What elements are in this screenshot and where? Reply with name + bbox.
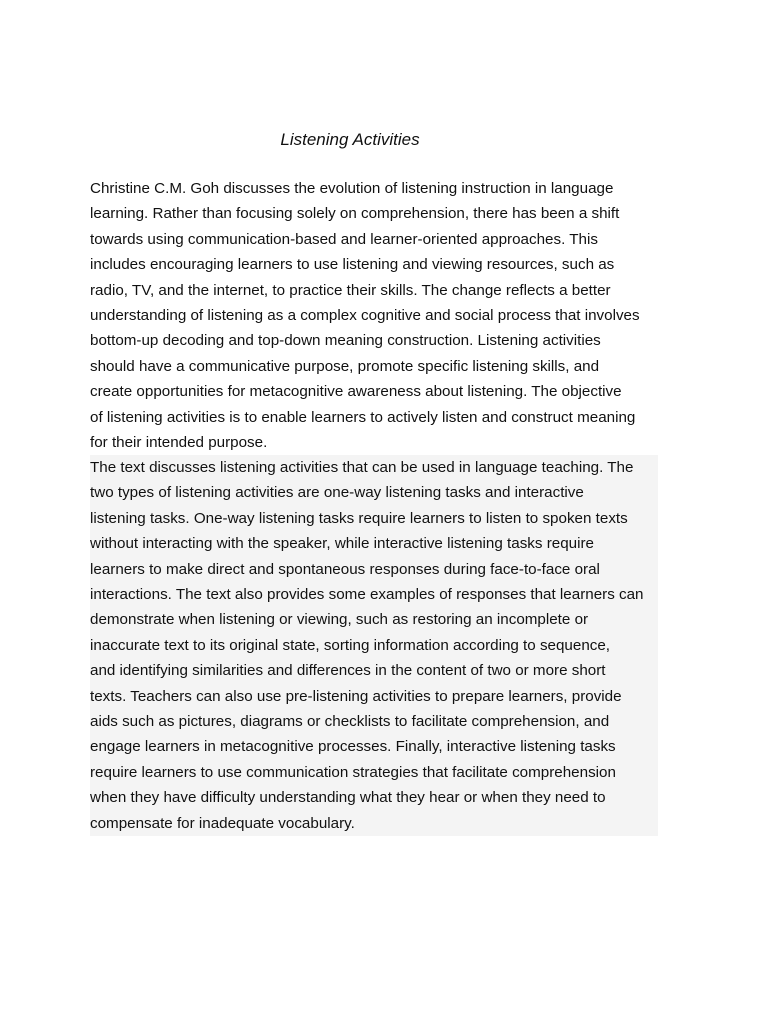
document-title: Listening Activities bbox=[280, 130, 420, 149]
text-line: learning. Rather than focusing solely on comprehension, there has been a shift bbox=[90, 205, 620, 223]
text-line: texts. Teachers can also use pre-listening activities to prepare learners, provide bbox=[90, 684, 658, 709]
text-line: two types of listening activities are one-way listening tasks and interactive bbox=[90, 480, 658, 505]
text-line: of listening activities is to enable learners to actively listen and construct meaning bbox=[90, 408, 636, 426]
text-line: Christine C.M. Goh discusses the evolution of listening instruction in language bbox=[90, 180, 614, 197]
paragraph-summary-goh bbox=[90, 176, 658, 455]
text-line: The text discusses listening activities that can be used in language teaching. The bbox=[90, 455, 658, 480]
text-line: compensate for inadequate vocabulary. bbox=[90, 811, 658, 836]
text-line: towards using communication-based and learner-oriented approaches. This bbox=[90, 230, 598, 248]
text-line: engage learners in metacognitive processes. Finally, interactive listening tasks bbox=[90, 734, 658, 759]
paragraph-summary-activities bbox=[90, 455, 658, 836]
text-line: create opportunities for metacognitive awareness about listening. The objective bbox=[90, 383, 622, 401]
text-line: aids such as pictures, diagrams or checklists to facilitate comprehension, and bbox=[90, 709, 658, 734]
text-line: inaccurate text to its original state, sorting information according to sequence, bbox=[90, 633, 658, 658]
text-line: for their intended purpose. bbox=[90, 434, 268, 452]
text-line: radio, TV, and the internet, to practice their skills. The change reflects a better bbox=[90, 281, 611, 299]
text-line: listening tasks. One-way listening tasks require learners to listen to spoken texts bbox=[90, 506, 658, 531]
text-line: demonstrate when listening or viewing, such as restoring an incomplete or bbox=[90, 607, 658, 632]
text-line: when they have difficulty understanding what they hear or when they need to bbox=[90, 785, 658, 810]
text-line: interactions. The text also provides some examples of responses that learners can bbox=[90, 582, 658, 607]
text-line: without interacting with the speaker, while interactive listening tasks require bbox=[90, 531, 658, 556]
text-line: and identifying similarities and differences in the content of two or more short bbox=[90, 658, 658, 683]
text-line: bottom-up decoding and top-down meaning construction. Listening activities bbox=[90, 332, 601, 350]
text-line: require learners to use communication strategies that facilitate comprehension bbox=[90, 760, 658, 785]
text-line: understanding of listening as a complex cognitive and social process that involves bbox=[90, 307, 640, 325]
text-line: should have a communicative purpose, promote specific listening skills, and bbox=[90, 357, 600, 375]
text-line: learners to make direct and spontaneous responses during face-to-face oral bbox=[90, 557, 658, 582]
text-line: includes encouraging learners to use listening and viewing resources, such as bbox=[90, 256, 615, 274]
